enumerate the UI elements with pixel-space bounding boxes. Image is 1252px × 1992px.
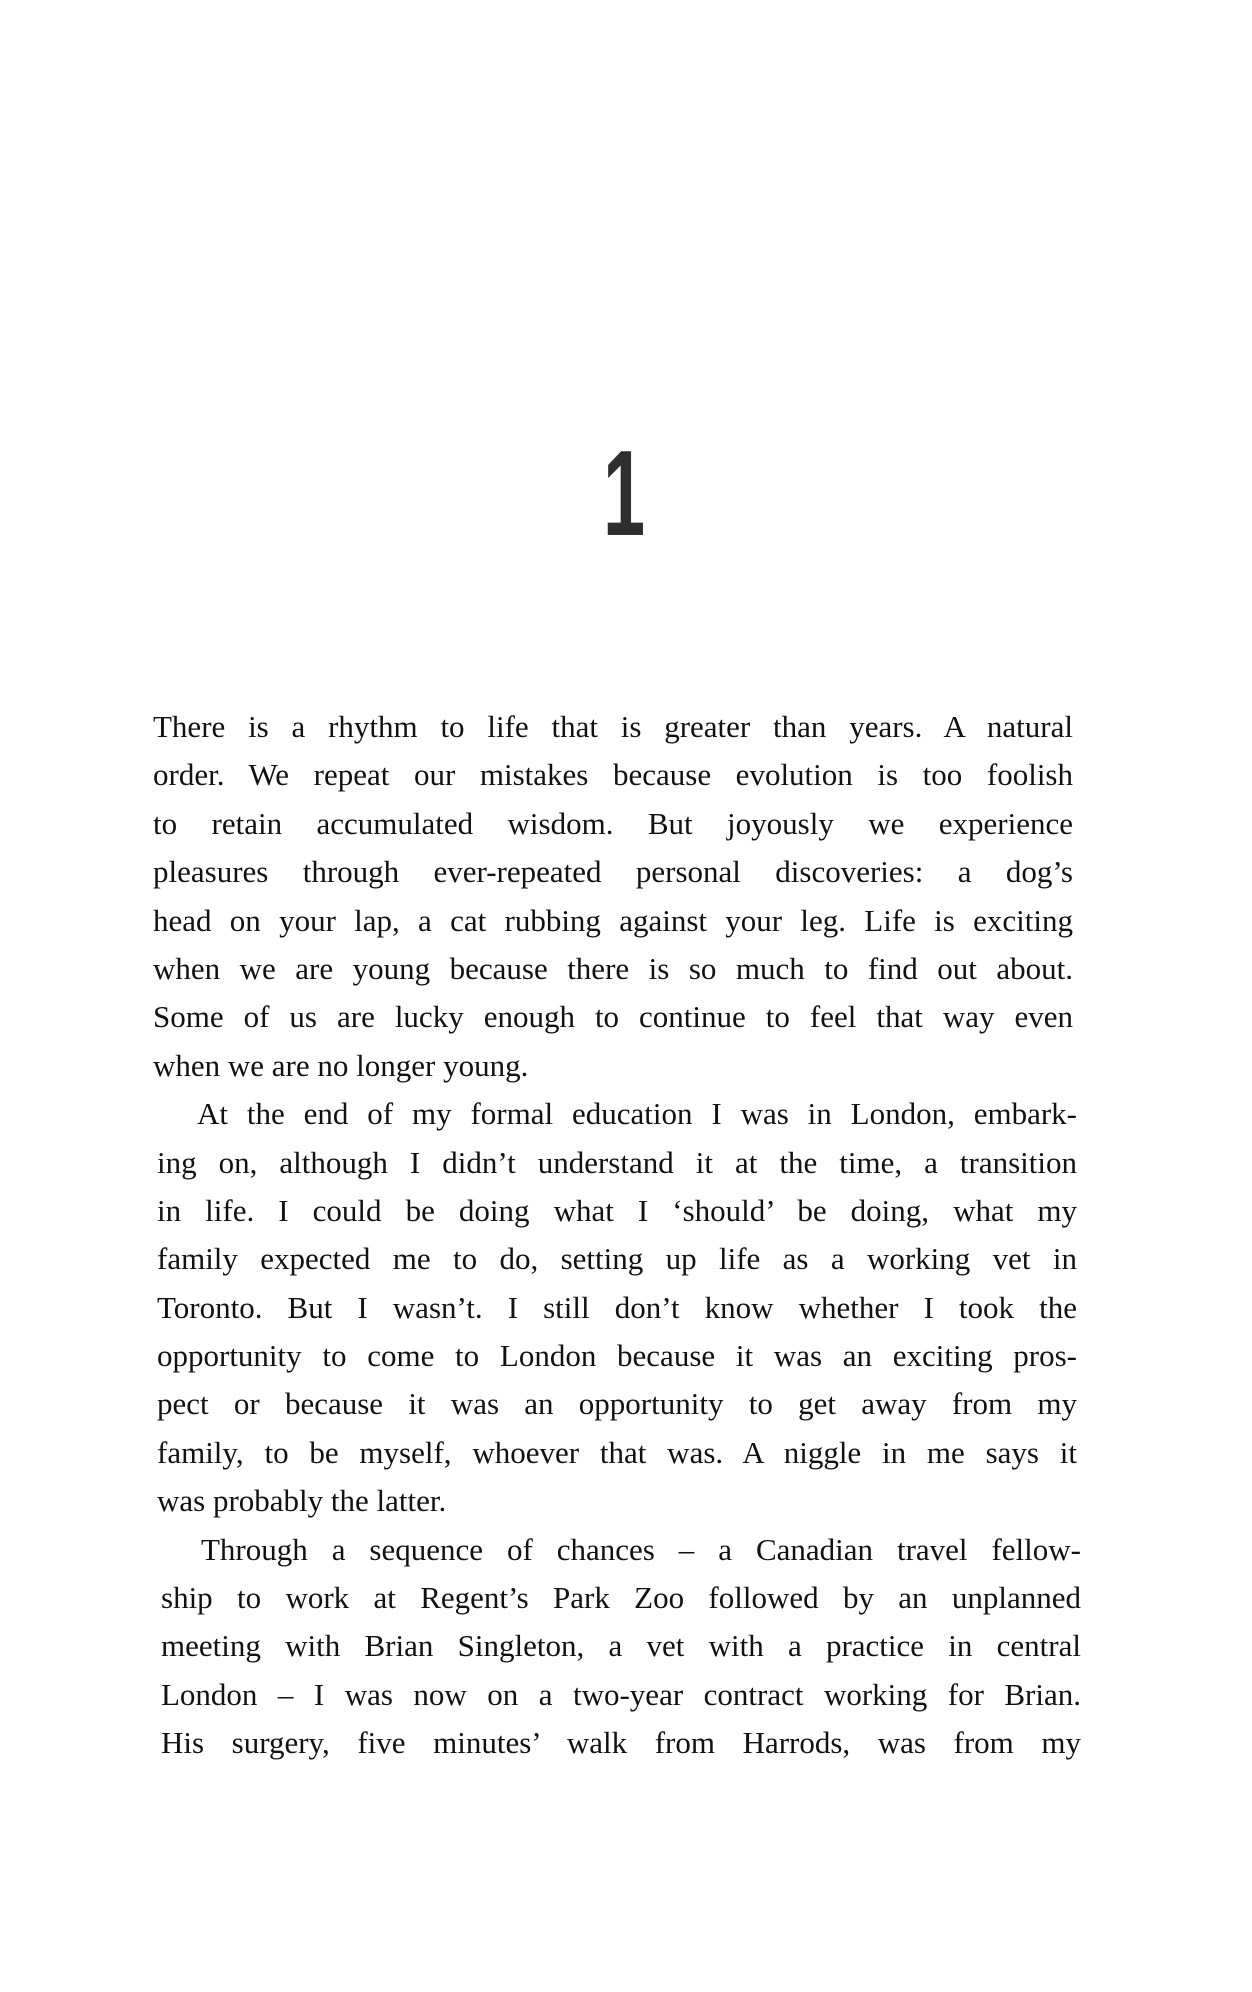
- text-line: ship to work at Regent’s Park Zoo followed by an unplanned: [161, 1580, 1081, 1616]
- text-line: opportunity to come to London because it was an exciting pros-: [157, 1338, 1077, 1374]
- text-line: London – I was now on a two-year contract working for Brian.: [161, 1676, 1081, 1712]
- text-line: There is a rhythm to life that is greater than years. A natural: [153, 709, 1073, 744]
- text-line: family, to be myself, whoever that was. A niggle in me says it: [157, 1434, 1077, 1470]
- chapter-body: [153, 703, 1081, 1768]
- paragraph-3: [153, 1526, 1081, 1768]
- text-line: pleasures through ever-repeated personal discoveries: a dog’s: [153, 854, 1073, 890]
- text-line: meeting with Brian Singleton, a vet with a practice in central: [161, 1628, 1081, 1664]
- text-line: Some of us are lucky enough to continue to feel that way even: [153, 999, 1073, 1035]
- text-line: pect or because it was an opportunity to get away from my: [157, 1386, 1077, 1422]
- text-line: head on your lap, a cat rubbing against your leg. Life is exciting: [153, 902, 1073, 938]
- text-line: was probably the latter.: [157, 1483, 447, 1519]
- paragraph-1: [153, 703, 1073, 1090]
- text-line: family expected me to do, setting up life as a working vet in: [157, 1241, 1077, 1277]
- text-line: Through a sequence of chances – a Canadian travel fellow-: [201, 1531, 1081, 1567]
- chapter-number: 1: [603, 425, 646, 561]
- text-line: when we are no longer young.: [153, 1047, 529, 1083]
- text-line: ing on, although I didn’t understand it at the time, a transition: [157, 1144, 1077, 1180]
- text-line: His surgery, five minutes’ walk from Harrods, was from my: [161, 1725, 1081, 1761]
- text-line: At the end of my formal education I was in London, embark-: [197, 1096, 1077, 1132]
- paragraph-2: [153, 1090, 1077, 1526]
- text-line: in life. I could be doing what I ‘should’ be doing, what my: [157, 1192, 1077, 1228]
- text-line: to retain accumulated wisdom. But joyously we experience: [153, 805, 1073, 841]
- text-line: order. We repeat our mistakes because evolution is too foolish: [153, 757, 1073, 793]
- text-line: when we are young because there is so much to find out about.: [153, 950, 1073, 986]
- text-line: Toronto. But I wasn’t. I still don’t know whether I took the: [157, 1289, 1077, 1325]
